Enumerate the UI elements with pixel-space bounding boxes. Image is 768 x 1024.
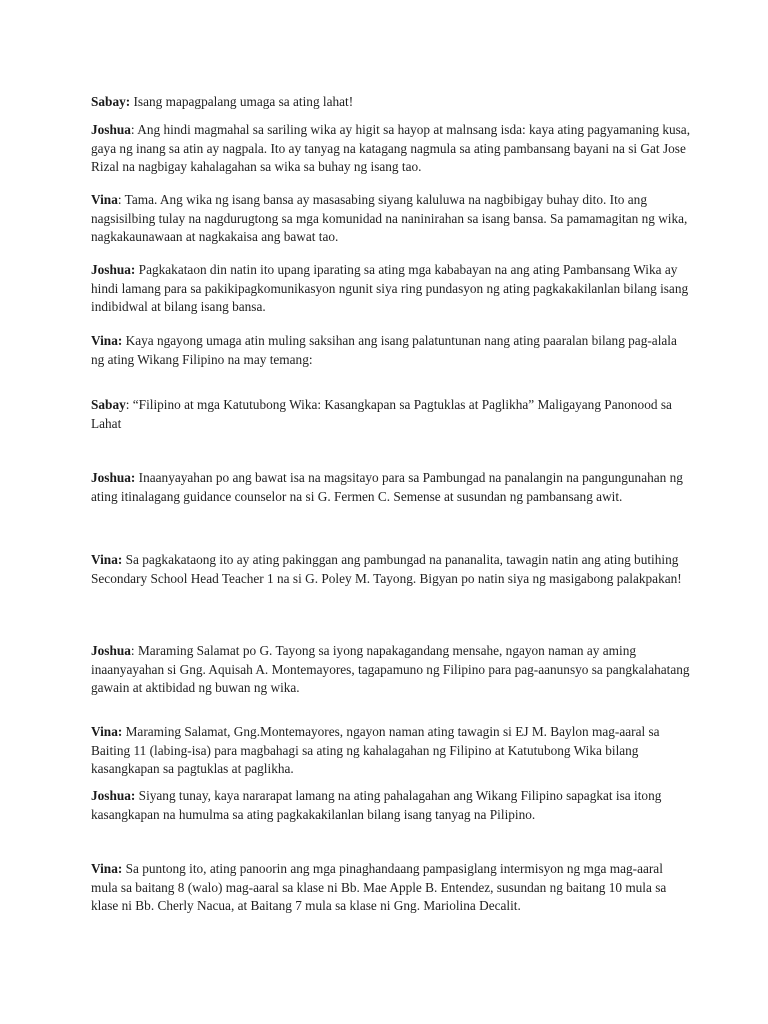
speaker-separator: : — [130, 122, 138, 137]
script-line-6 — [91, 396, 691, 433]
line-text: “Filipino at mga Katutubong Wika: Kasangkapan sa Pagtuklas at Paglikha” Maligayang Panonood sa Lahat — [91, 397, 672, 431]
line-text: Isang mapagpalang umaga sa ating lahat! — [133, 94, 354, 109]
speaker-separator: : — [130, 643, 138, 658]
speaker-label: Vina: — [91, 724, 123, 739]
script-line-2 — [91, 121, 691, 177]
script-line-4 — [91, 261, 691, 317]
script-line-9 — [91, 642, 691, 698]
line-text: Sa puntong ito, ating panoorin ang mga pinaghandaang pampasiglang intermisyon ng mga mag-aaral mula sa baitang 8 (walo) mag-aaral sa klase ni Bb. Mae Apple B. Entendez, susundan ng baitang 10 mula sa klase ni Bb. Cherly Nacua, at Baitang 7 mula sa klase ni Gng. Mariolina Decalit. — [91, 861, 667, 914]
script-line-7 — [91, 469, 691, 506]
script-line-12 — [91, 860, 691, 916]
speaker-label: Joshua: — [91, 470, 136, 485]
speaker-label: Sabay — [91, 397, 126, 412]
script-line-8 — [91, 551, 691, 588]
speaker-label: Vina — [91, 192, 118, 207]
script-line-1 — [91, 93, 691, 112]
speaker-label: Joshua — [91, 643, 131, 658]
script-line-3 — [91, 191, 691, 247]
speaker-label: Joshua: — [91, 788, 136, 803]
script-line-11 — [91, 787, 691, 824]
line-text: Ang hindi magmahal sa sariling wika ay higit sa hayop at malnsang isda: kaya ating pagyamaning kusa, gaya ng inang sa atin ay nagpala. Ito ay tanyag na katagang nagmula sa ating pambansang bayani na si Gat Jose Rizal na nagbigay kahalagahan sa wika sa buhay ng isang tao. — [91, 122, 691, 175]
speaker-separator: : — [125, 397, 133, 412]
line-text: Inaanyayahan po ang bawat isa na magsitayo para sa Pambungad na panalangin na pangungunahan ng ating itinalagang guidance counselor na si G. Fermen C. Semense at susundan ng pambansang awit. — [91, 470, 683, 504]
speaker-label: Vina: — [91, 552, 123, 567]
line-text: Maraming Salamat po G. Tayong sa iyong napakagandang mensahe, ngayon naman ay aming inaanyayahan si Gng. Aquisah A. Montemayores, tagapamuno ng Filipino para pag-aanunsyo sa pangkalahatang gawain at aktibidad ng buwan ng wika. — [91, 643, 690, 696]
script-line-10 — [91, 723, 691, 779]
line-text: Siyang tunay, kaya nararapat lamang na ating pahalagahan ang Wikang Filipino sapagkat isa itong kasangkapan na humulma sa ating pagkakakilanlan bilang isang tanyag na Pilipino. — [91, 788, 662, 822]
line-text: Maraming Salamat, Gng.Montemayores, ngayon naman ating tawagin si EJ M. Baylon mag-aaral sa Baiting 11 (labing-isa) para magbahagi sa ating ng kahalagahan ng Filipino at Katutubong Wika bilang kasangkapan sa pagtuklas at paglikha. — [91, 724, 660, 777]
speaker-label: Sabay: — [91, 94, 131, 109]
line-text: Sa pagkakataong ito ay ating pakinggan ang pambungad na pananalita, tawagin natin ang ating butihing Secondary School Head Teacher 1 na si G. Poley M. Tayong. Bigyan po natin siya ng masigabong palakpakan! — [91, 552, 682, 586]
line-text: Tama. Ang wika ng isang bansa ay masasabing siyang kaluluwa na nagbibigay buhay dito. Ito ang nagsisilbing tulay na nagdurugtong sa mga komunidad na naninirahan sa isang bansa. Sa pamamagitan ng wika, nagkakaunawaan at nagkakaisa ang bawat tao. — [91, 192, 688, 245]
speaker-label: Vina: — [91, 861, 123, 876]
speaker-separator: : — [117, 192, 125, 207]
speaker-label: Vina: — [91, 333, 123, 348]
line-text: Kaya ngayong umaga atin muling saksihan ang isang palatuntunan nang ating paaralan bilang pag-alala ng ating Wikang Filipino na may temang: — [91, 333, 677, 367]
speaker-label: Joshua: — [91, 262, 136, 277]
speaker-label: Joshua — [91, 122, 131, 137]
line-text: Pagkakataon din natin ito upang iparating sa ating mga kababayan na ang ating Pambansang Wika ay hindi lamang para sa pakikipagkomunikasyon ngunit siya ring pundasyon ng ating pagkakakilanlan bilang isang indibidwal at bilang isang bansa. — [91, 262, 689, 315]
script-line-5 — [91, 332, 691, 369]
